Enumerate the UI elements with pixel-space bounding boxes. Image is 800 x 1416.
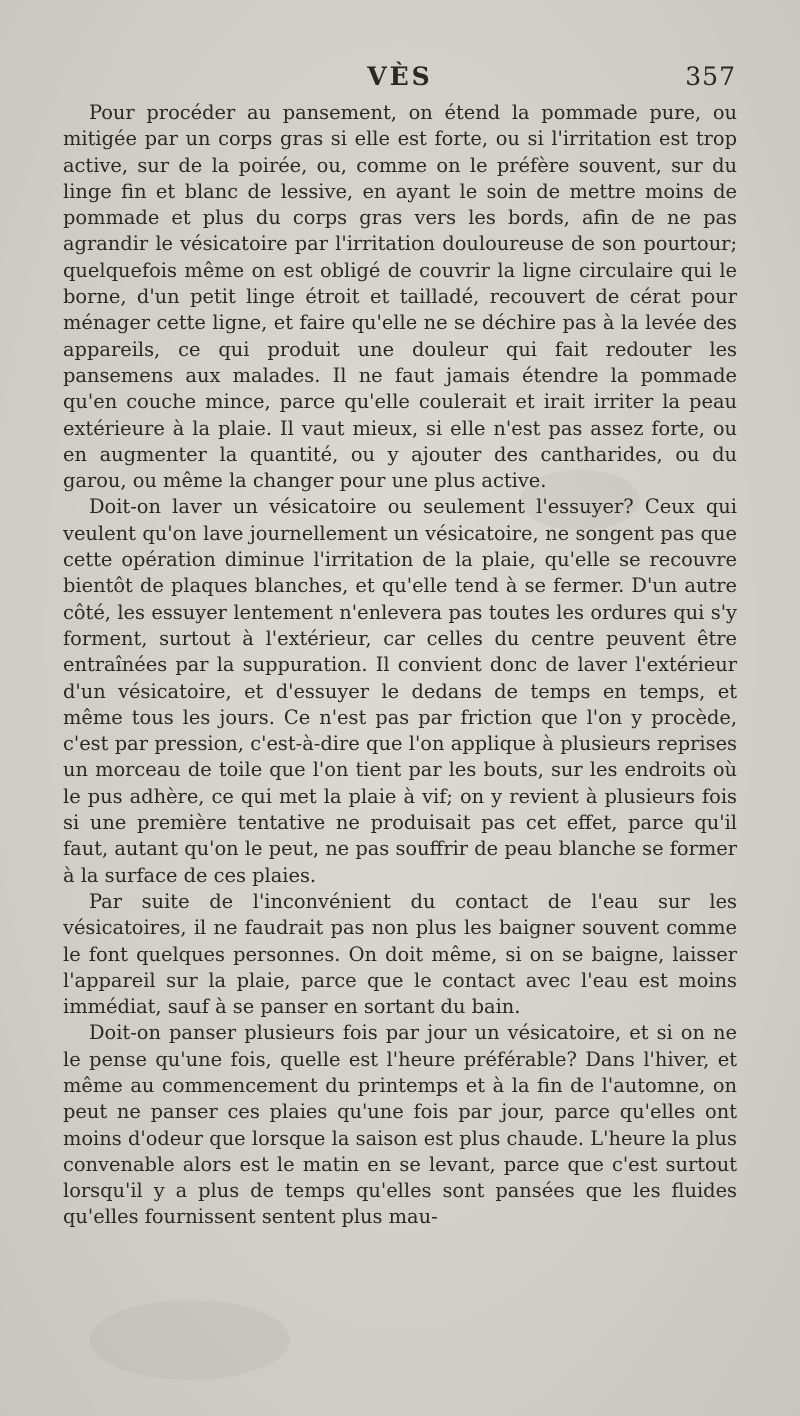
- body-text: [63, 100, 737, 1231]
- page-header: [60, 62, 740, 102]
- paragraph: Pour procéder au pansement, on étend la pommade pure, ou mitigée par un corps gras si elle est forte, ou si l'irritation est trop active, sur de la poirée, ou, comme on le préfère souvent, sur du linge fin et blanc de lessive, en ayant le soin de mettre moins de pommade et plus du corps gras vers les bords, afin de ne pas agrandir le vésicatoire par l'irritation douloureuse de son pourtour; quelquefois même on est obligé de couvrir la ligne circulaire qui le borne, d'un petit linge étroit et tailladé, recouvert de cérat pour ménager cette ligne, et faire qu'elle ne se déchire pas à la levée des appareils, ce qui produit une douleur qui fait redouter les pansemens aux malades. Il ne faut jamais étendre la pommade qu'en couche mince, parce qu'elle coulerait et irait irriter la peau extérieure à la plaie. Il vaut mieux, si elle n'est pas assez forte, ou en augmenter la quantité, ou y ajouter des cantharides, ou du garou, ou même la changer pour une plus active.: [63, 101, 737, 493]
- page-number: 357: [685, 62, 736, 91]
- paper-stain: [90, 1300, 290, 1380]
- running-title: VÈS: [367, 62, 433, 91]
- paragraph: Par suite de l'inconvénient du contact de l'eau sur les vésicatoires, il ne faudrait pas non plus les baigner souvent comme le font quelques personnes. On doit même, si on se baigne, laisser l'appareil sur la plaie, parce que le contact avec l'eau est moins immédiat, sauf à se panser en sortant du bain.: [63, 889, 737, 1019]
- paragraph: Doit-on laver un vésicatoire ou seulement l'essuyer? Ceux qui veulent qu'on lave journellement un vésicatoire, ne songent pas que cette opération diminue l'irritation de la plaie, qu'elle se recouvre bientôt de plaques blanches, et qu'elle tend à se fermer. D'un autre côté, les essuyer lentement n'enlevera pas toutes les ordures qui s'y forment, surtout à l'extérieur, car celles du centre peuvent être entraînées par la suppuration. Il convient donc de laver l'extérieur d'un vésicatoire, et d'essuyer le dedans de temps en temps, et même tous les jours. Ce n'est pas par friction que l'on y procède, c'est par pression, c'est-à-dire que l'on applique à plusieurs reprises un morceau de toile que l'on tient par les bouts, sur les endroits où le pus adhère, ce qui met la plaie à vif; on y revient à plusieurs fois si une première tentative ne produisait pas cet effet, parce qu'il faut, autant qu'on le peut, ne pas souffrir de peau blanche se former à la surface de ces plaies.: [63, 495, 737, 887]
- paragraph: Doit-on panser plusieurs fois par jour un vésicatoire, et si on ne le pense qu'une fois, quelle est l'heure préférable? Dans l'hiver, et même au commencement du printemps et à la fin de l'automne, on peut ne panser ces plaies qu'une fois par jour, parce qu'elles ont moins d'odeur que lorsque la saison est plus chaude. L'heure la plus convenable alors est le matin en se levant, parce que c'est surtout lorsqu'il y a plus de temps qu'elles sont pansées que les fluides qu'elles fournissent sentent plus mau-: [63, 1021, 737, 1229]
